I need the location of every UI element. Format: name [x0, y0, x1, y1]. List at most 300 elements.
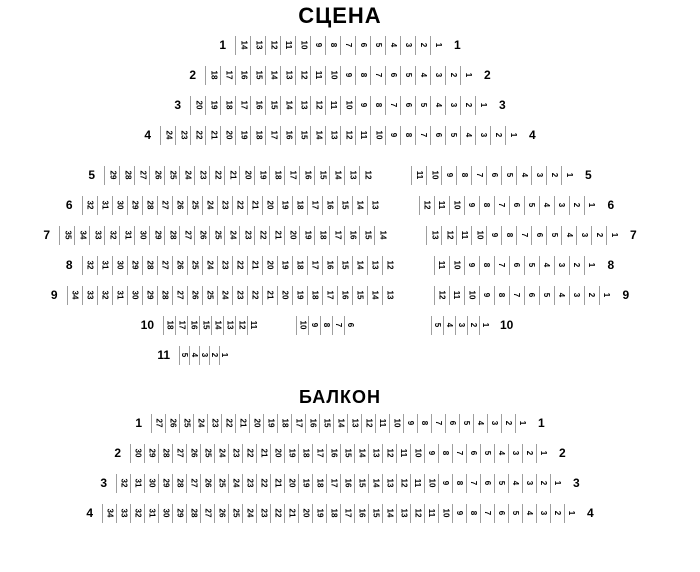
balcony-seat-1-2[interactable] — [501, 414, 515, 433]
balcony-seat-1-20[interactable] — [249, 414, 263, 433]
hall-seat-7-26[interactable] — [194, 226, 209, 245]
hall-seat-6-21[interactable] — [247, 196, 262, 215]
hall-seat-9-4[interactable] — [554, 286, 569, 305]
hall-seat-10-5[interactable] — [431, 316, 443, 335]
balcony-seat-4-29[interactable] — [172, 504, 186, 523]
hall-seat-7-19[interactable] — [299, 226, 314, 245]
hall-seat-4-6[interactable] — [430, 126, 445, 145]
hall-seat-4-17[interactable] — [265, 126, 280, 145]
hall-seat-1-2[interactable] — [415, 36, 430, 55]
balcony-seat-3-11[interactable] — [410, 474, 424, 493]
balcony-seat-2-5[interactable] — [480, 444, 494, 463]
balcony-seat-4-12[interactable] — [410, 504, 424, 523]
balcony-seat-1-14[interactable] — [333, 414, 347, 433]
balcony-seat-3-19[interactable] — [298, 474, 312, 493]
hall-seat-10-14[interactable] — [211, 316, 223, 335]
hall-seat-7-22[interactable] — [254, 226, 269, 245]
hall-seat-3-3[interactable] — [445, 96, 460, 115]
hall-seat-6-31[interactable] — [97, 196, 112, 215]
hall-seat-6-4[interactable] — [539, 196, 554, 215]
balcony-seat-3-23[interactable] — [242, 474, 256, 493]
balcony-seat-3-13[interactable] — [382, 474, 396, 493]
hall-seat-8-32[interactable] — [82, 256, 97, 275]
hall-seat-9-19[interactable] — [292, 286, 307, 305]
balcony-seat-2-9[interactable] — [424, 444, 438, 463]
hall-seat-6-18[interactable] — [292, 196, 307, 215]
balcony-seat-3-27[interactable] — [186, 474, 200, 493]
balcony-seat-4-4[interactable] — [522, 504, 536, 523]
hall-seat-6-15[interactable] — [337, 196, 352, 215]
hall-seat-8-19[interactable] — [277, 256, 292, 275]
balcony-seat-4-34[interactable] — [102, 504, 116, 523]
balcony-seat-3-1[interactable] — [550, 474, 564, 493]
balcony-seat-3-24[interactable] — [228, 474, 242, 493]
hall-seat-1-12[interactable] — [265, 36, 280, 55]
hall-seat-8-24[interactable] — [202, 256, 217, 275]
hall-seat-2-2[interactable] — [445, 66, 460, 85]
balcony-seat-2-26[interactable] — [186, 444, 200, 463]
hall-seat-7-29[interactable] — [149, 226, 164, 245]
hall-seat-7-9[interactable] — [486, 226, 501, 245]
balcony-seat-2-1[interactable] — [536, 444, 550, 463]
balcony-seat-2-7[interactable] — [452, 444, 466, 463]
hall-seat-5-12[interactable] — [359, 166, 374, 185]
hall-seat-5-14[interactable] — [329, 166, 344, 185]
hall-seat-3-15[interactable] — [265, 96, 280, 115]
balcony-seat-4-3[interactable] — [536, 504, 550, 523]
hall-seat-7-33[interactable] — [89, 226, 104, 245]
hall-seat-3-14[interactable] — [280, 96, 295, 115]
hall-seat-6-22[interactable] — [232, 196, 247, 215]
hall-seat-3-4[interactable] — [430, 96, 445, 115]
hall-seat-7-1[interactable] — [606, 226, 621, 245]
hall-seat-9-17[interactable] — [322, 286, 337, 305]
hall-seat-5-29[interactable] — [104, 166, 119, 185]
hall-seat-9-1[interactable] — [599, 286, 614, 305]
balcony-seat-4-21[interactable] — [284, 504, 298, 523]
hall-seat-2-3[interactable] — [430, 66, 445, 85]
hall-seat-4-14[interactable] — [310, 126, 325, 145]
hall-seat-2-1[interactable] — [460, 66, 475, 85]
balcony-seat-2-30[interactable] — [130, 444, 144, 463]
balcony-seat-1-9[interactable] — [403, 414, 417, 433]
hall-seat-2-5[interactable] — [400, 66, 415, 85]
balcony-seat-2-3[interactable] — [508, 444, 522, 463]
balcony-seat-1-8[interactable] — [417, 414, 431, 433]
hall-seat-4-19[interactable] — [235, 126, 250, 145]
hall-seat-10-12[interactable] — [235, 316, 247, 335]
balcony-seat-3-9[interactable] — [438, 474, 452, 493]
balcony-seat-3-26[interactable] — [200, 474, 214, 493]
hall-seat-9-22[interactable] — [247, 286, 262, 305]
balcony-seat-2-2[interactable] — [522, 444, 536, 463]
hall-seat-8-6[interactable] — [509, 256, 524, 275]
balcony-seat-1-26[interactable] — [165, 414, 179, 433]
hall-seat-9-9[interactable] — [479, 286, 494, 305]
balcony-seat-2-21[interactable] — [256, 444, 270, 463]
hall-seat-4-8[interactable] — [400, 126, 415, 145]
hall-seat-6-14[interactable] — [352, 196, 367, 215]
balcony-seat-1-23[interactable] — [207, 414, 221, 433]
hall-seat-9-24[interactable] — [217, 286, 232, 305]
balcony-seat-3-10[interactable] — [424, 474, 438, 493]
hall-seat-5-6[interactable] — [486, 166, 501, 185]
hall-seat-5-15[interactable] — [314, 166, 329, 185]
balcony-seat-2-22[interactable] — [242, 444, 256, 463]
hall-seat-6-23[interactable] — [217, 196, 232, 215]
hall-seat-8-4[interactable] — [539, 256, 554, 275]
balcony-seat-3-12[interactable] — [396, 474, 410, 493]
hall-seat-7-24[interactable] — [224, 226, 239, 245]
hall-seat-8-21[interactable] — [247, 256, 262, 275]
hall-seat-8-30[interactable] — [112, 256, 127, 275]
balcony-seat-2-8[interactable] — [438, 444, 452, 463]
hall-seat-3-5[interactable] — [415, 96, 430, 115]
hall-seat-8-29[interactable] — [127, 256, 142, 275]
hall-seat-8-25[interactable] — [187, 256, 202, 275]
balcony-seat-4-22[interactable] — [270, 504, 284, 523]
hall-seat-6-19[interactable] — [277, 196, 292, 215]
hall-seat-10-9[interactable] — [308, 316, 320, 335]
balcony-seat-4-6[interactable] — [494, 504, 508, 523]
hall-seat-3-11[interactable] — [325, 96, 340, 115]
balcony-seat-3-15[interactable] — [354, 474, 368, 493]
hall-seat-9-18[interactable] — [307, 286, 322, 305]
balcony-seat-4-32[interactable] — [130, 504, 144, 523]
balcony-seat-2-6[interactable] — [466, 444, 480, 463]
hall-seat-9-31[interactable] — [112, 286, 127, 305]
hall-seat-11-4[interactable] — [189, 346, 199, 365]
balcony-seat-1-6[interactable] — [445, 414, 459, 433]
hall-seat-6-25[interactable] — [187, 196, 202, 215]
hall-seat-7-18[interactable] — [314, 226, 329, 245]
hall-seat-7-2[interactable] — [591, 226, 606, 245]
hall-seat-5-21[interactable] — [224, 166, 239, 185]
hall-seat-4-15[interactable] — [295, 126, 310, 145]
hall-seat-9-8[interactable] — [494, 286, 509, 305]
balcony-seat-2-14[interactable] — [354, 444, 368, 463]
balcony-seat-4-18[interactable] — [326, 504, 340, 523]
balcony-seat-3-5[interactable] — [494, 474, 508, 493]
hall-seat-10-3[interactable] — [455, 316, 467, 335]
hall-seat-4-10[interactable] — [370, 126, 385, 145]
balcony-seat-2-25[interactable] — [200, 444, 214, 463]
balcony-seat-1-15[interactable] — [319, 414, 333, 433]
balcony-seat-4-28[interactable] — [186, 504, 200, 523]
hall-seat-9-32[interactable] — [97, 286, 112, 305]
hall-seat-6-20[interactable] — [262, 196, 277, 215]
balcony-seat-3-7[interactable] — [466, 474, 480, 493]
hall-seat-4-11[interactable] — [355, 126, 370, 145]
hall-seat-10-4[interactable] — [443, 316, 455, 335]
hall-seat-3-20[interactable] — [190, 96, 205, 115]
hall-seat-5-17[interactable] — [284, 166, 299, 185]
balcony-seat-1-25[interactable] — [179, 414, 193, 433]
hall-seat-6-6[interactable] — [509, 196, 524, 215]
hall-seat-5-23[interactable] — [194, 166, 209, 185]
balcony-seat-3-29[interactable] — [158, 474, 172, 493]
hall-seat-5-11[interactable] — [411, 166, 426, 185]
hall-seat-7-13[interactable] — [426, 226, 441, 245]
hall-seat-8-3[interactable] — [554, 256, 569, 275]
hall-seat-1-9[interactable] — [310, 36, 325, 55]
hall-seat-8-31[interactable] — [97, 256, 112, 275]
hall-seat-6-13[interactable] — [367, 196, 382, 215]
hall-seat-10-17[interactable] — [175, 316, 187, 335]
hall-seat-9-20[interactable] — [277, 286, 292, 305]
hall-seat-2-13[interactable] — [280, 66, 295, 85]
balcony-seat-4-27[interactable] — [200, 504, 214, 523]
hall-seat-7-4[interactable] — [561, 226, 576, 245]
hall-seat-8-10[interactable] — [449, 256, 464, 275]
hall-seat-1-10[interactable] — [295, 36, 310, 55]
hall-seat-5-5[interactable] — [501, 166, 516, 185]
balcony-seat-3-31[interactable] — [130, 474, 144, 493]
hall-seat-3-8[interactable] — [370, 96, 385, 115]
balcony-seat-1-19[interactable] — [263, 414, 277, 433]
hall-seat-9-34[interactable] — [67, 286, 82, 305]
hall-seat-7-20[interactable] — [284, 226, 299, 245]
hall-seat-9-30[interactable] — [127, 286, 142, 305]
hall-seat-6-27[interactable] — [157, 196, 172, 215]
hall-seat-8-5[interactable] — [524, 256, 539, 275]
balcony-seat-2-17[interactable] — [312, 444, 326, 463]
hall-seat-6-12[interactable] — [419, 196, 434, 215]
balcony-seat-3-20[interactable] — [284, 474, 298, 493]
hall-seat-2-6[interactable] — [385, 66, 400, 85]
balcony-seat-3-3[interactable] — [522, 474, 536, 493]
hall-seat-3-7[interactable] — [385, 96, 400, 115]
hall-seat-6-24[interactable] — [202, 196, 217, 215]
hall-seat-2-12[interactable] — [295, 66, 310, 85]
hall-seat-1-5[interactable] — [370, 36, 385, 55]
hall-seat-7-21[interactable] — [269, 226, 284, 245]
balcony-seat-1-16[interactable] — [305, 414, 319, 433]
hall-seat-9-14[interactable] — [367, 286, 382, 305]
hall-seat-10-13[interactable] — [223, 316, 235, 335]
hall-seat-10-11[interactable] — [247, 316, 259, 335]
hall-seat-1-14[interactable] — [235, 36, 250, 55]
balcony-seat-3-4[interactable] — [508, 474, 522, 493]
hall-seat-3-13[interactable] — [295, 96, 310, 115]
balcony-seat-4-11[interactable] — [424, 504, 438, 523]
hall-seat-5-24[interactable] — [179, 166, 194, 185]
hall-seat-6-2[interactable] — [569, 196, 584, 215]
hall-seat-10-16[interactable] — [187, 316, 199, 335]
balcony-seat-1-22[interactable] — [221, 414, 235, 433]
hall-seat-6-30[interactable] — [112, 196, 127, 215]
hall-seat-3-12[interactable] — [310, 96, 325, 115]
balcony-seat-2-10[interactable] — [410, 444, 424, 463]
balcony-seat-4-14[interactable] — [382, 504, 396, 523]
hall-seat-5-13[interactable] — [344, 166, 359, 185]
hall-seat-6-26[interactable] — [172, 196, 187, 215]
hall-seat-8-23[interactable] — [217, 256, 232, 275]
balcony-seat-3-21[interactable] — [270, 474, 284, 493]
balcony-seat-3-28[interactable] — [172, 474, 186, 493]
balcony-seat-4-8[interactable] — [466, 504, 480, 523]
hall-seat-8-27[interactable] — [157, 256, 172, 275]
hall-seat-1-7[interactable] — [340, 36, 355, 55]
hall-seat-4-21[interactable] — [205, 126, 220, 145]
balcony-seat-2-28[interactable] — [158, 444, 172, 463]
hall-seat-7-3[interactable] — [576, 226, 591, 245]
hall-seat-3-16[interactable] — [250, 96, 265, 115]
balcony-seat-1-12[interactable] — [361, 414, 375, 433]
balcony-seat-4-24[interactable] — [242, 504, 256, 523]
hall-seat-8-13[interactable] — [367, 256, 382, 275]
hall-seat-6-10[interactable] — [449, 196, 464, 215]
hall-seat-8-28[interactable] — [142, 256, 157, 275]
hall-seat-4-23[interactable] — [175, 126, 190, 145]
balcony-seat-1-21[interactable] — [235, 414, 249, 433]
hall-seat-4-3[interactable] — [475, 126, 490, 145]
hall-seat-2-16[interactable] — [235, 66, 250, 85]
balcony-seat-1-10[interactable] — [389, 414, 403, 433]
balcony-seat-4-9[interactable] — [452, 504, 466, 523]
hall-seat-6-8[interactable] — [479, 196, 494, 215]
hall-seat-5-20[interactable] — [239, 166, 254, 185]
hall-seat-5-16[interactable] — [299, 166, 314, 185]
balcony-seat-2-20[interactable] — [270, 444, 284, 463]
balcony-seat-2-13[interactable] — [368, 444, 382, 463]
hall-seat-7-5[interactable] — [546, 226, 561, 245]
hall-seat-9-25[interactable] — [202, 286, 217, 305]
hall-seat-4-1[interactable] — [505, 126, 520, 145]
hall-seat-1-4[interactable] — [385, 36, 400, 55]
hall-seat-2-9[interactable] — [340, 66, 355, 85]
hall-seat-7-10[interactable] — [471, 226, 486, 245]
balcony-seat-1-1[interactable] — [515, 414, 529, 433]
balcony-seat-1-17[interactable] — [291, 414, 305, 433]
hall-seat-9-12[interactable] — [434, 286, 449, 305]
hall-seat-4-2[interactable] — [490, 126, 505, 145]
hall-seat-9-3[interactable] — [569, 286, 584, 305]
hall-seat-8-11[interactable] — [434, 256, 449, 275]
balcony-seat-4-10[interactable] — [438, 504, 452, 523]
hall-seat-5-28[interactable] — [119, 166, 134, 185]
balcony-seat-4-19[interactable] — [312, 504, 326, 523]
hall-seat-6-32[interactable] — [82, 196, 97, 215]
hall-seat-9-2[interactable] — [584, 286, 599, 305]
hall-seat-3-18[interactable] — [220, 96, 235, 115]
hall-seat-2-17[interactable] — [220, 66, 235, 85]
hall-seat-5-18[interactable] — [269, 166, 284, 185]
hall-seat-8-16[interactable] — [322, 256, 337, 275]
balcony-seat-2-24[interactable] — [214, 444, 228, 463]
hall-seat-8-17[interactable] — [307, 256, 322, 275]
hall-seat-10-7[interactable] — [332, 316, 344, 335]
hall-seat-5-1[interactable] — [561, 166, 576, 185]
hall-seat-9-13[interactable] — [382, 286, 397, 305]
hall-seat-2-8[interactable] — [355, 66, 370, 85]
hall-seat-5-10[interactable] — [426, 166, 441, 185]
hall-seat-9-26[interactable] — [187, 286, 202, 305]
balcony-seat-4-26[interactable] — [214, 504, 228, 523]
balcony-seat-4-1[interactable] — [564, 504, 578, 523]
hall-seat-7-14[interactable] — [374, 226, 389, 245]
balcony-seat-2-11[interactable] — [396, 444, 410, 463]
hall-seat-8-22[interactable] — [232, 256, 247, 275]
hall-seat-7-16[interactable] — [344, 226, 359, 245]
balcony-seat-3-14[interactable] — [368, 474, 382, 493]
hall-seat-10-18[interactable] — [163, 316, 175, 335]
balcony-seat-3-18[interactable] — [312, 474, 326, 493]
balcony-seat-2-4[interactable] — [494, 444, 508, 463]
balcony-seat-4-5[interactable] — [508, 504, 522, 523]
hall-seat-11-5[interactable] — [179, 346, 189, 365]
balcony-seat-2-29[interactable] — [144, 444, 158, 463]
hall-seat-4-9[interactable] — [385, 126, 400, 145]
hall-seat-10-15[interactable] — [199, 316, 211, 335]
hall-seat-5-22[interactable] — [209, 166, 224, 185]
balcony-seat-3-25[interactable] — [214, 474, 228, 493]
hall-seat-9-27[interactable] — [172, 286, 187, 305]
balcony-seat-4-25[interactable] — [228, 504, 242, 523]
hall-seat-3-17[interactable] — [235, 96, 250, 115]
balcony-seat-4-17[interactable] — [340, 504, 354, 523]
balcony-seat-2-23[interactable] — [228, 444, 242, 463]
hall-seat-2-10[interactable] — [325, 66, 340, 85]
balcony-seat-2-19[interactable] — [284, 444, 298, 463]
hall-seat-5-9[interactable] — [441, 166, 456, 185]
hall-seat-6-29[interactable] — [127, 196, 142, 215]
hall-seat-1-13[interactable] — [250, 36, 265, 55]
hall-seat-2-7[interactable] — [370, 66, 385, 85]
hall-seat-7-7[interactable] — [516, 226, 531, 245]
balcony-seat-1-5[interactable] — [459, 414, 473, 433]
hall-seat-4-24[interactable] — [160, 126, 175, 145]
hall-seat-9-11[interactable] — [449, 286, 464, 305]
hall-seat-9-15[interactable] — [352, 286, 367, 305]
hall-seat-2-15[interactable] — [250, 66, 265, 85]
hall-seat-7-28[interactable] — [164, 226, 179, 245]
balcony-seat-4-23[interactable] — [256, 504, 270, 523]
hall-seat-10-8[interactable] — [320, 316, 332, 335]
hall-seat-4-13[interactable] — [325, 126, 340, 145]
balcony-seat-4-31[interactable] — [144, 504, 158, 523]
balcony-seat-2-27[interactable] — [172, 444, 186, 463]
hall-seat-11-1[interactable] — [219, 346, 229, 365]
hall-seat-8-2[interactable] — [569, 256, 584, 275]
hall-seat-9-23[interactable] — [232, 286, 247, 305]
hall-seat-4-4[interactable] — [460, 126, 475, 145]
hall-seat-7-17[interactable] — [329, 226, 344, 245]
hall-seat-3-1[interactable] — [475, 96, 490, 115]
balcony-seat-4-33[interactable] — [116, 504, 130, 523]
hall-seat-5-19[interactable] — [254, 166, 269, 185]
hall-seat-3-19[interactable] — [205, 96, 220, 115]
hall-seat-9-10[interactable] — [464, 286, 479, 305]
hall-seat-8-9[interactable] — [464, 256, 479, 275]
hall-seat-3-2[interactable] — [460, 96, 475, 115]
hall-seat-1-6[interactable] — [355, 36, 370, 55]
hall-seat-7-12[interactable] — [441, 226, 456, 245]
hall-seat-9-7[interactable] — [509, 286, 524, 305]
hall-seat-6-9[interactable] — [464, 196, 479, 215]
hall-seat-3-6[interactable] — [400, 96, 415, 115]
balcony-seat-1-3[interactable] — [487, 414, 501, 433]
hall-seat-2-14[interactable] — [265, 66, 280, 85]
hall-seat-7-30[interactable] — [134, 226, 149, 245]
balcony-seat-2-18[interactable] — [298, 444, 312, 463]
hall-seat-5-3[interactable] — [531, 166, 546, 185]
hall-seat-6-1[interactable] — [584, 196, 599, 215]
hall-seat-1-1[interactable] — [430, 36, 445, 55]
balcony-seat-1-27[interactable] — [151, 414, 165, 433]
balcony-seat-3-32[interactable] — [116, 474, 130, 493]
hall-seat-7-34[interactable] — [74, 226, 89, 245]
